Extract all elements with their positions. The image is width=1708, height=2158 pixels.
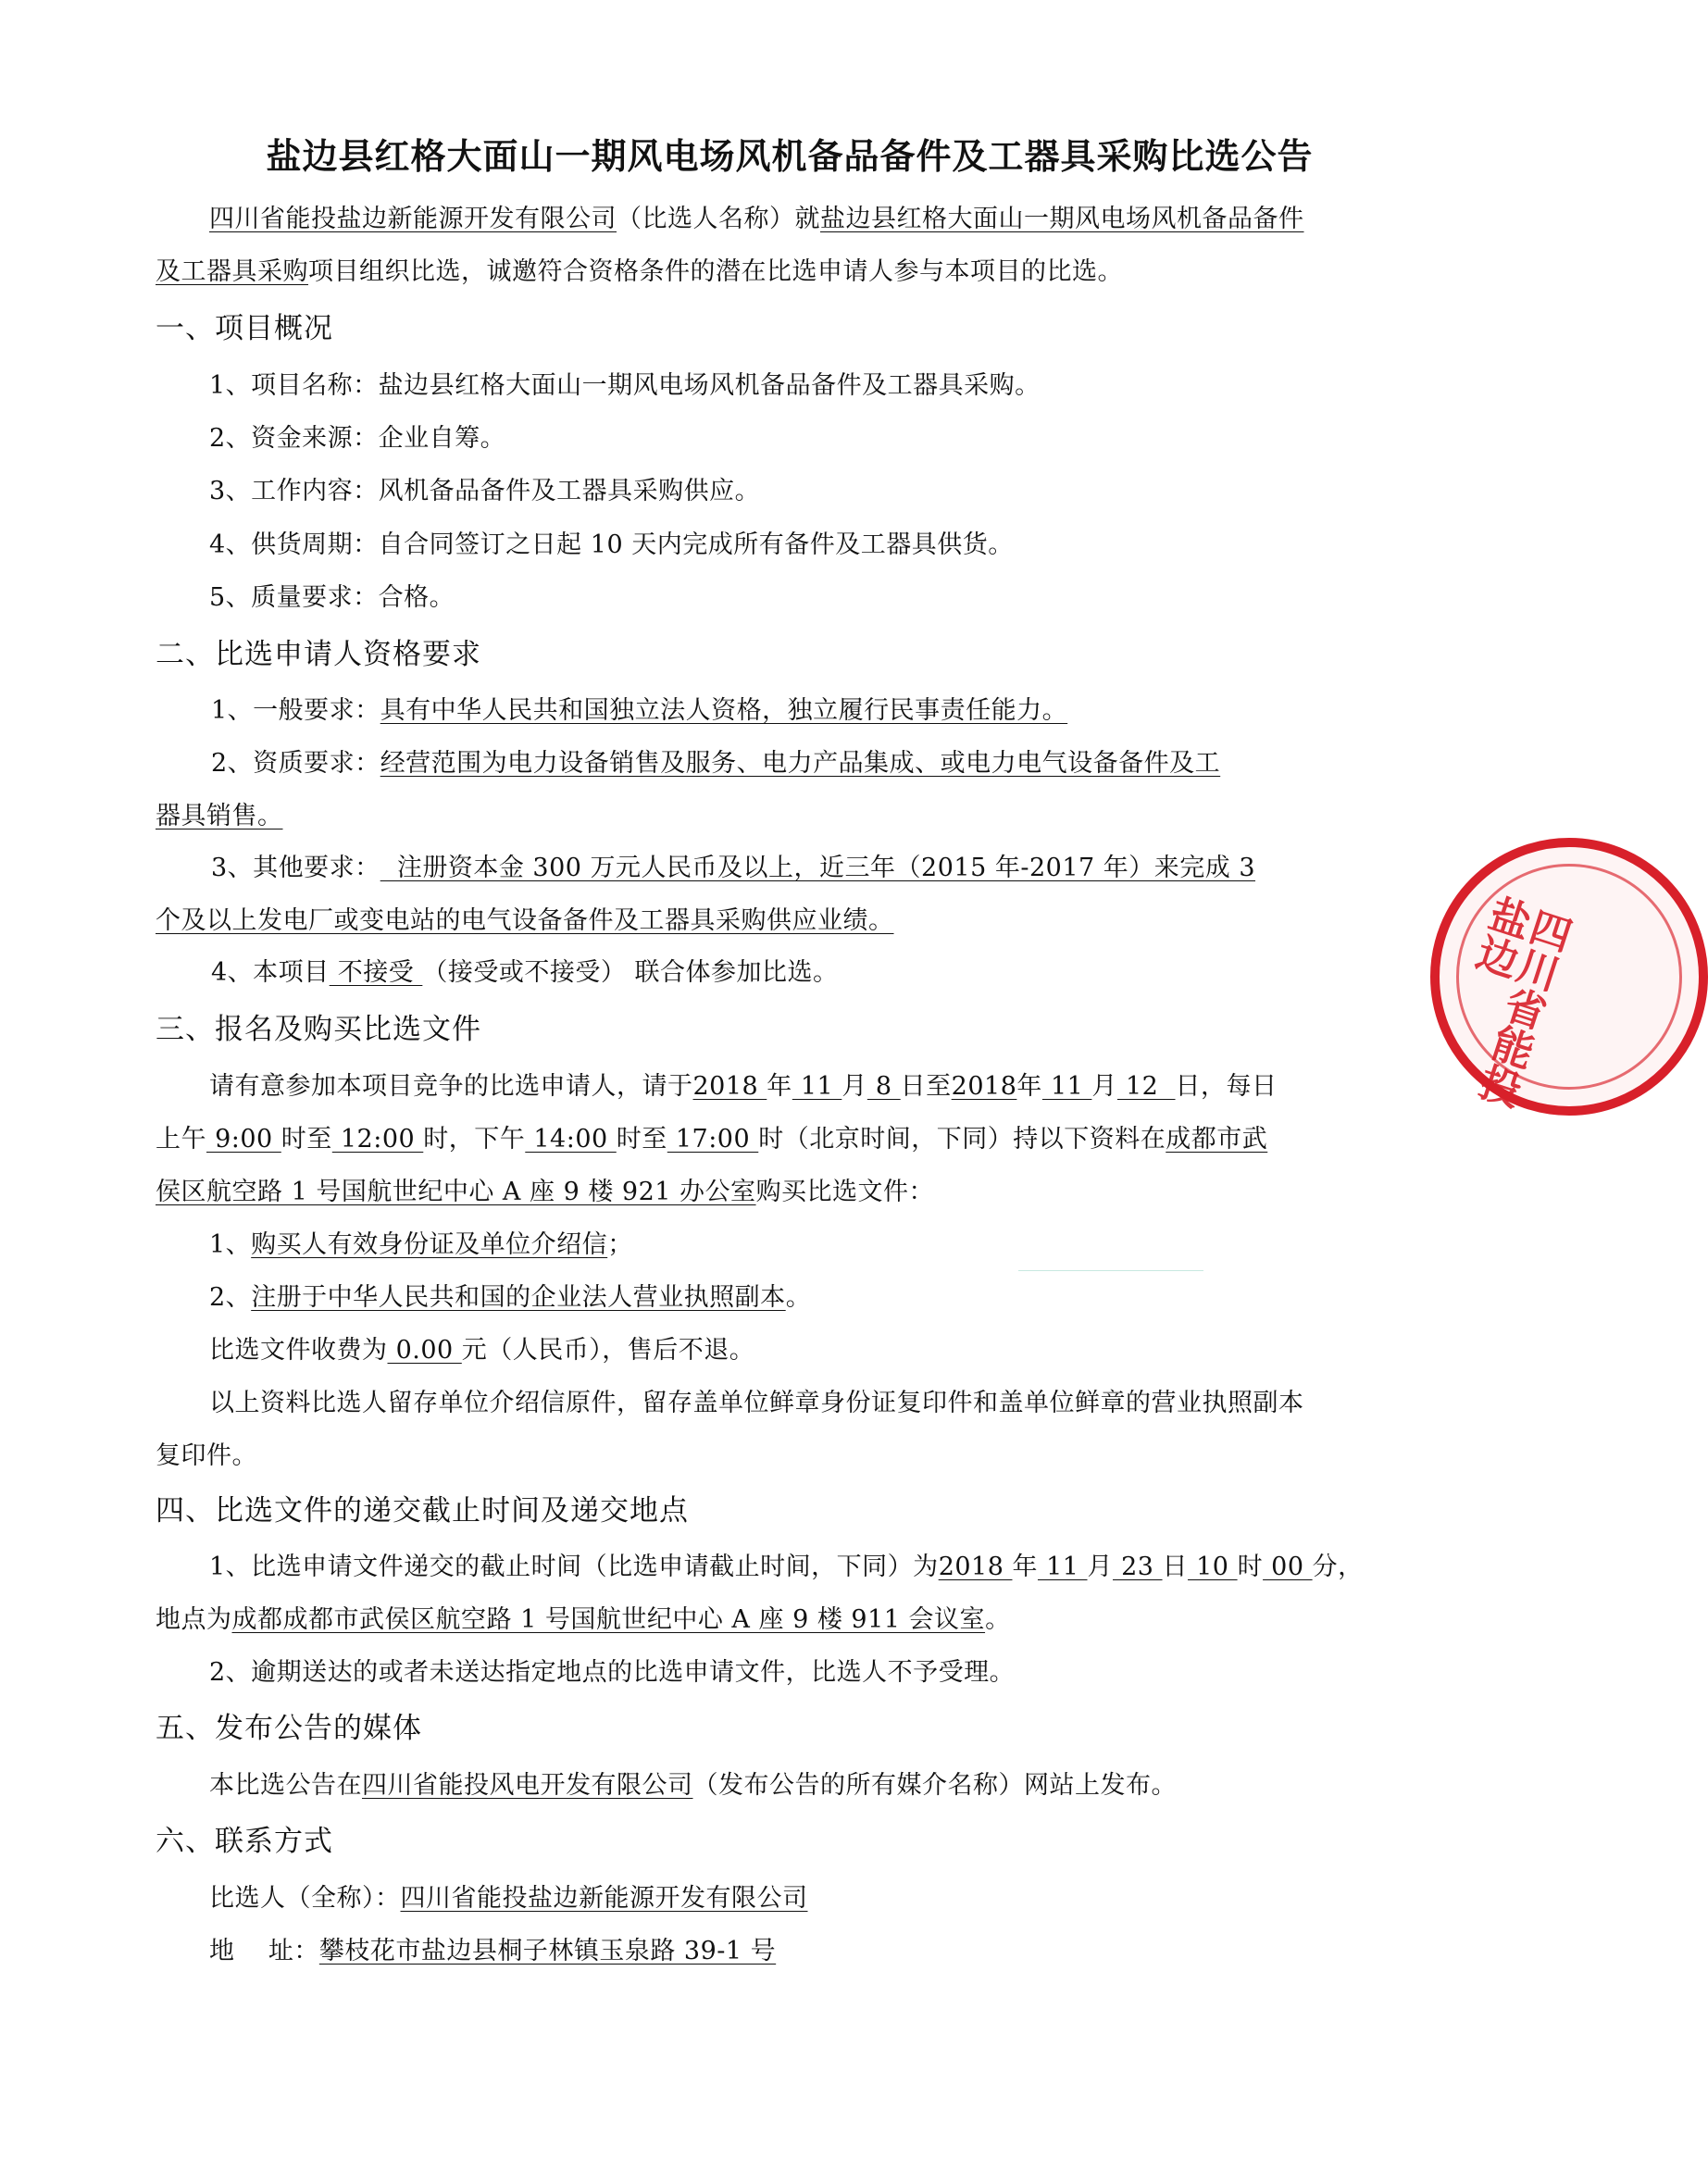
section-6-heading: 六、联系方式 [156,1825,333,1858]
s2-req-4-post: （接受或不接受） 联合体参加比选。 [422,958,839,987]
s2-req-4 [211,954,838,992]
s1-item-2: 2、资金来源：企业自筹。 [209,424,506,453]
s3-para-2 [156,1121,1267,1158]
intro-mid: （比选人名称）就 [617,205,820,233]
s1-item-3: 3、工作内容：风机备品备件及工器具采购供应。 [209,477,761,505]
s3-to: 日至 [900,1072,952,1101]
s3-fee [209,1332,754,1369]
s3-doc-1-num: 1、 [209,1230,252,1259]
intro-project-a: 盐边县红格大面山一期风电场风机备品备件 [820,205,1304,233]
s1-item-1: 1、项目名称：盐边县红格大面山一期风电场风机备品备件及工器具采购。 [209,371,1041,400]
s3-fee-text: 元（人民币），售后不退。 [461,1336,755,1365]
s3-doc-1-end: ； [607,1230,633,1259]
contact-name-label: 比选人（全称）： [209,1884,401,1913]
s3-para-1: 请有意参加本项目竞争的比选申请人，请于2018 年 11 月 8 日至2018年 11 月 12 日，每日 [209,1072,1278,1101]
sale-address-b: 侯区航空路 1 号国航世纪中心 A 座 9 楼 921 办公室 [156,1178,756,1206]
s5-media: 四川省能投风电开发有限公司 [362,1771,693,1800]
s2-req-1 [211,692,1067,730]
s3-doc-2 [209,1279,811,1316]
s4-para-2 [156,1602,1011,1639]
contact-address [209,1933,776,1970]
s4-p1-text: 1、比选申请文件递交的截止时间（比选申请截止时间，下同）为 [209,1553,939,1581]
s2-req-2 [211,745,1220,782]
intro-rest: 项目组织比选，诚邀符合资格条件的潜在比选申请人参与本项目的比选。 [308,257,1123,286]
s2-req-3-cont [156,903,894,940]
start-year: 2018 [692,1072,767,1101]
s3-fee-label: 比选文件收费为 [209,1336,388,1365]
s4-para-3: 2、逾期送达的或者未送达指定地点的比选申请文件，比选人不予受理。 [209,1658,1016,1687]
s5-text-b: （发布公告的所有媒介名称）网站上发布。 [692,1771,1177,1800]
deadline-year: 2018 [938,1553,1013,1581]
intro-line-2 [156,254,1123,291]
s2-req-2-value-b: 器具销售。 [156,802,283,830]
s3-fee-value: 0.00 [387,1336,462,1365]
s2-req-2-label: 2、资质要求： [211,749,380,778]
pm-end: 17:00 [667,1125,759,1154]
s4-para-1: 1、比选申请文件递交的截止时间（比选申请截止时间，下同）为2018 年 11 月 23 日 10 时 00 分， [209,1553,1364,1581]
s2-req-3 [211,850,1255,887]
intro-company: 四川省能投盐边新能源开发有限公司 [209,205,617,233]
s5-para [209,1767,1177,1804]
s2-req-1-value: 具有中华人民共和国独立法人资格，独立履行民事责任能力。 [380,696,1068,725]
section-5-heading: 五、发布公告的媒体 [156,1712,422,1745]
intro-project-b: 及工器具采购 [156,257,308,286]
end-month: 11 [1041,1072,1092,1101]
end-year: 2018 [951,1072,1017,1101]
s3-doc-1 [209,1227,633,1264]
contact-name-value: 四川省能投盐边新能源开发有限公司 [400,1884,808,1913]
s4-p2-text: 地点为 [156,1605,232,1634]
s1-item-4: 4、供货周期：自合同签订之日起 10 天内完成所有备件及工器具供货。 [209,530,1014,559]
deadline-day: 23 [1113,1553,1163,1581]
s2-req-4-value: 不接受 [329,958,423,987]
s2-req-3-value-a: 注册资本金 300 万元人民币及以上，近三年（2015 年-2017 年）来完成 3 [380,854,1256,882]
s2-req-1-label: 1、一般要求： [211,696,380,725]
submission-place: 成都成都市武侯区航空路 1 号国航世纪中心 A 座 9 楼 911 会议室 [231,1605,986,1634]
s3-keep-1: 以上资料比选人留存单位介绍信原件，留存盖单位鲜章身份证复印件和盖单位鲜章的营业执照副本 [209,1389,1304,1417]
s3-doc-1-text: 购买人有效身份证及单位介绍信 [251,1230,608,1259]
s3-p1-text: 请有意参加本项目竞争的比选申请人，请于 [209,1072,693,1101]
s3-doc-2-text: 注册于中华人民共和国的企业法人营业执照副本 [251,1283,786,1312]
section-3-heading: 三、报名及购买比选文件 [156,1013,481,1046]
s3-para-3 [156,1174,934,1211]
start-month: 11 [792,1072,842,1101]
deadline-hour: 10 [1188,1553,1238,1581]
s2-req-4-pre: 4、本项目 [211,958,330,987]
s2-req-2-cont [156,798,283,835]
company-seal [1430,838,1708,1116]
s3-p1-end: 日，每日 [1175,1072,1278,1101]
deadline-month: 11 [1037,1553,1088,1581]
section-2-heading: 二、比选申请人资格要求 [156,638,481,671]
am-end: 12:00 [331,1125,424,1154]
section-1-heading: 一、项目概况 [156,312,333,345]
s2-req-2-value-a: 经营范围为电力设备销售及服务、电力产品集成、或电力电气设备备件及工 [380,749,1221,778]
s2-req-3-value-b: 个及以上发电厂或变电站的电气设备备件及工器具采购供应业绩。 [156,906,894,935]
s3-keep-2: 复印件。 [156,1441,257,1470]
s4-p2-end: 。 [985,1605,1011,1634]
s3-pm-label: 时，下午 [423,1125,526,1154]
faint-rule [1018,1270,1203,1271]
s3-am-to: 时至 [281,1125,332,1154]
contact-name [209,1880,808,1917]
s3-doc-2-end: 。 [785,1283,812,1312]
s3-pm-to: 时至 [616,1125,667,1154]
s5-text-a: 本比选公告在 [209,1771,362,1800]
am-start: 9:00 [206,1125,281,1154]
s3-p2-text: 时（北京时间，下同）持以下资料在 [758,1125,1166,1154]
s3-am-label: 上午 [156,1125,206,1154]
contact-address-label: 地 址： [209,1937,319,1965]
sale-address-a: 成都市武 [1166,1125,1268,1154]
company-seal-text: 四川省能投盐边 [1465,889,1577,1111]
document-title: 盐边县红格大面山一期风电场风机备品备件及工器具采购比选公告 [266,136,1314,177]
end-day: 12 [1116,1072,1176,1101]
pm-start: 14:00 [525,1125,617,1154]
s3-p3-text: 购买比选文件： [755,1178,935,1206]
section-4-heading: 四、比选文件的递交截止时间及递交地点 [156,1494,689,1528]
s1-item-5: 5、质量要求：合格。 [209,583,455,612]
intro-line-1 [209,201,1304,238]
deadline-minute: 00 [1263,1553,1313,1581]
contact-address-value: 攀枝花市盐边县桐子林镇玉泉路 39-1 号 [318,1937,777,1965]
s3-doc-2-num: 2、 [209,1283,252,1312]
start-day: 8 [866,1072,901,1101]
s2-req-3-label: 3、其他要求： [211,854,380,882]
